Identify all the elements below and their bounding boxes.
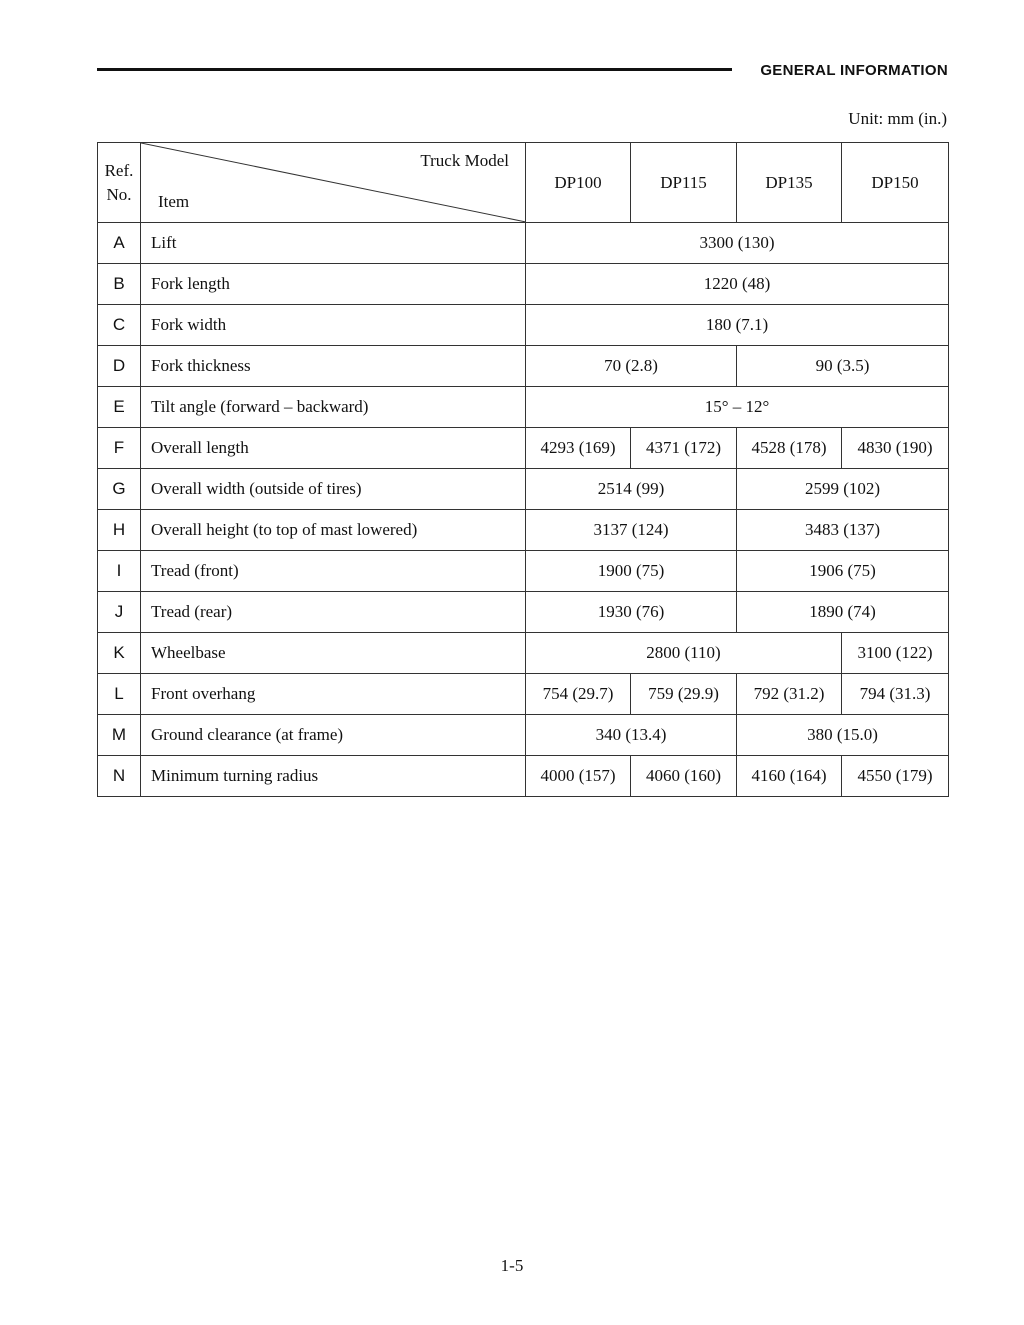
item-cell: Tilt angle (forward – backward) (141, 387, 526, 428)
table-row (98, 715, 949, 756)
value-cell: 340 (13.4) (526, 715, 737, 756)
table-row (98, 346, 949, 387)
value-cell: 70 (2.8) (526, 346, 737, 387)
value-cell: 4060 (160) (631, 756, 737, 797)
ref-cell: H (98, 510, 141, 551)
item-cell: Fork length (141, 264, 526, 305)
item-cell: Front overhang (141, 674, 526, 715)
value-cell: 380 (15.0) (737, 715, 949, 756)
value-cell: 3100 (122) (842, 633, 949, 674)
value-cell: 4293 (169) (526, 428, 631, 469)
unit-label: Unit: mm (in.) (848, 109, 947, 128)
table-row (98, 428, 949, 469)
item-cell: Overall width (outside of tires) (141, 469, 526, 510)
item-cell: Ground clearance (at frame) (141, 715, 526, 756)
model-header: DP150 (842, 143, 949, 223)
ref-cell: B (98, 264, 141, 305)
value-cell: 2514 (99) (526, 469, 737, 510)
value-cell: 4550 (179) (842, 756, 949, 797)
ref-cell: N (98, 756, 141, 797)
item-model-header (141, 143, 526, 223)
specification-table (97, 142, 949, 797)
item-cell: Overall height (to top of mast lowered) (141, 510, 526, 551)
value-cell: 1220 (48) (526, 264, 949, 305)
table-row (98, 510, 949, 551)
ref-cell: K (98, 633, 141, 674)
table-row (98, 305, 949, 346)
table-row (98, 674, 949, 715)
section-title: GENERAL INFORMATION (760, 62, 948, 79)
item-header: Item (158, 192, 190, 211)
value-cell: 180 (7.1) (526, 305, 949, 346)
ref-cell: J (98, 592, 141, 633)
table-row (98, 387, 949, 428)
item-cell: Lift (141, 223, 526, 264)
truck-model-header: Truck Model (420, 151, 509, 170)
value-cell: 1906 (75) (737, 551, 949, 592)
item-cell: Fork width (141, 305, 526, 346)
ref-cell: E (98, 387, 141, 428)
table-header-row (98, 143, 949, 223)
ref-cell: F (98, 428, 141, 469)
value-cell: 759 (29.9) (631, 674, 737, 715)
value-cell: 4528 (178) (737, 428, 842, 469)
ref-cell: A (98, 223, 141, 264)
ref-cell: C (98, 305, 141, 346)
ref-cell: L (98, 674, 141, 715)
value-cell: 4371 (172) (631, 428, 737, 469)
value-cell: 1900 (75) (526, 551, 737, 592)
value-cell: 2599 (102) (737, 469, 949, 510)
value-cell: 1890 (74) (737, 592, 949, 633)
table-row (98, 469, 949, 510)
value-cell: 4000 (157) (526, 756, 631, 797)
value-cell: 792 (31.2) (737, 674, 842, 715)
value-cell: 15° – 12° (526, 387, 949, 428)
header-rule (97, 68, 732, 71)
item-cell: Tread (rear) (141, 592, 526, 633)
value-cell: 3483 (137) (737, 510, 949, 551)
value-cell: 3137 (124) (526, 510, 737, 551)
value-cell: 794 (31.3) (842, 674, 949, 715)
ref-header: Ref. (104, 160, 134, 180)
item-cell: Fork thickness (141, 346, 526, 387)
model-header: DP100 (526, 143, 631, 223)
value-cell: 754 (29.7) (526, 674, 631, 715)
table-row (98, 633, 949, 674)
value-cell: 4830 (190) (842, 428, 949, 469)
table-row (98, 756, 949, 797)
value-cell: 4160 (164) (737, 756, 842, 797)
value-cell: 2800 (110) (526, 633, 842, 674)
item-cell: Overall length (141, 428, 526, 469)
ref-cell: D (98, 346, 141, 387)
value-cell: 1930 (76) (526, 592, 737, 633)
ref-no-header (98, 143, 141, 223)
ref-cell: G (98, 469, 141, 510)
item-cell: Tread (front) (141, 551, 526, 592)
item-cell: Wheelbase (141, 633, 526, 674)
table-row (98, 551, 949, 592)
model-header: DP115 (631, 143, 737, 223)
value-cell: 3300 (130) (526, 223, 949, 264)
table-row (98, 592, 949, 633)
model-header: DP135 (737, 143, 842, 223)
page-number: 1-5 (500, 1256, 524, 1275)
ref-cell: M (98, 715, 141, 756)
table-row (98, 264, 949, 305)
ref-cell: I (98, 551, 141, 592)
value-cell: 90 (3.5) (737, 346, 949, 387)
item-cell: Minimum turning radius (141, 756, 526, 797)
table-row (98, 223, 949, 264)
no-header: No. (106, 184, 132, 204)
